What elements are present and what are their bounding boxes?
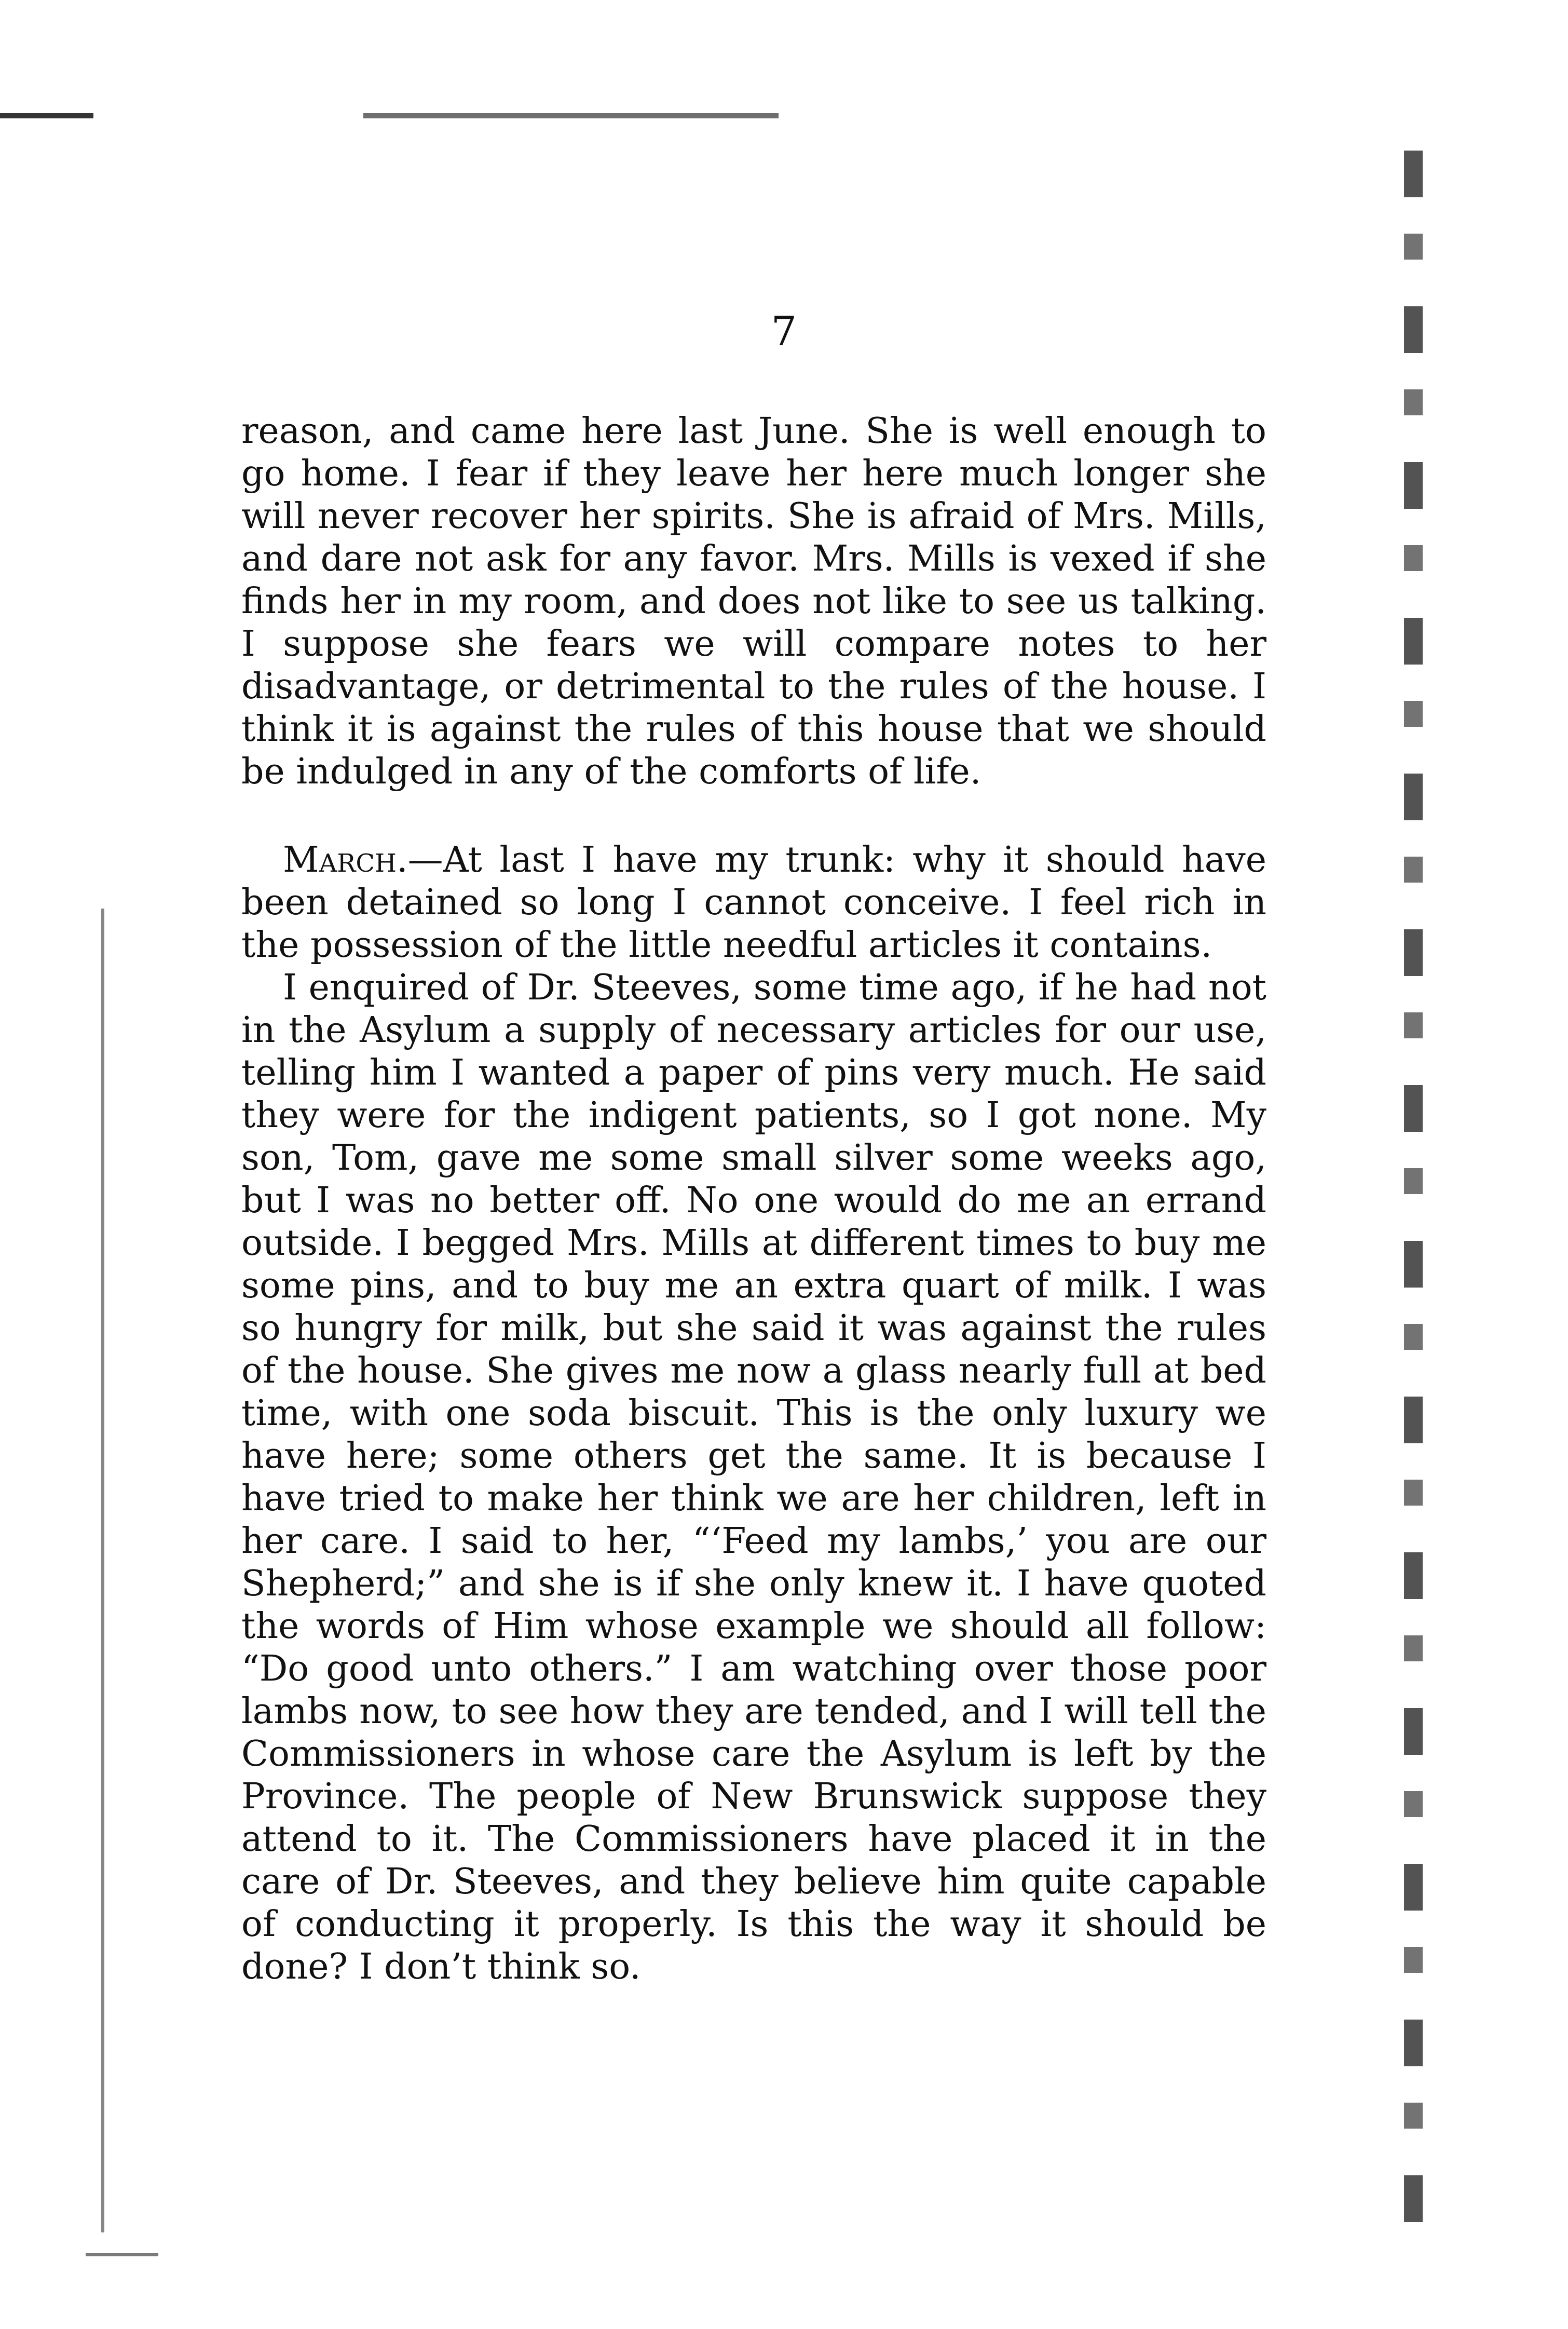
scan-edge-right xyxy=(1404,151,1423,2258)
entry-heading-month: March xyxy=(283,839,397,881)
scan-edge-left-foot xyxy=(86,2253,158,2256)
paragraph-text: I enquired of Dr. Steeves, some time ago, if he had not in the Asylum a supply of necessary articles for our use, telling him I wanted a paper of pins very much. He said they were for the indigent patients, so I got none. My son, Tom, gave me some small silver some weeks ago, but I was no better off. No one would do me an errand outside. I begged Mrs. Mills at different times to buy me some pins, and to buy me an extra quart of milk. I was so hungry for milk, but she said it was against the rules of the house. She gives me now a glass nearly full at bed time, with one soda biscuit. This is the only luxury we have here; some others get the same. It is because I have tried to make her think we are her children, left in her care. I said to her, “‘Feed my lambs,’ you are our Shepherd;” and she is if she only knew it. I have quoted the words of Him whose example we should all follow: “Do good unto others.” I am watching over those poor lambs now, to see how they are tended, and I will tell the Commissioners in whose care the Asylum is left by the Province. The people of New Brunswick suppose they attend to it. The Commissioners have placed it in the care of Dr. Steeves, and they believe him quite capable of conducting it properly. Is this the way it should be done? I don’t think so. xyxy=(241,967,1266,1987)
scan-edge-left xyxy=(101,909,118,2232)
page-number: 7 xyxy=(771,308,797,355)
page-body xyxy=(241,410,1266,1988)
paragraph-text: reason, and came here last June. She is well enough to go home. I fear if they leave her here much longer she will never recover her spirits. She is afraid of Mrs. Mills, and dare not ask for any favor. Mrs. Mills is vexed if she finds her in my room, and does not like to see us talking. I suppose she fears we will compare notes to her disadvantage, or detrimental to the rules of the house. I think it is against the rules of this house that we should be indulged in any of the comforts of life. xyxy=(241,411,1266,792)
scan-edge-top xyxy=(0,113,779,118)
paragraph-text: .—At last I have my trunk: why it should have been detained so long I cannot conceive. I feel rich in the possession of the little needful articles it contains. xyxy=(241,839,1266,966)
paragraph-march-entry xyxy=(241,839,1266,967)
paragraph-pins-and-milk xyxy=(241,967,1266,1988)
paragraph-continuation xyxy=(241,410,1266,793)
